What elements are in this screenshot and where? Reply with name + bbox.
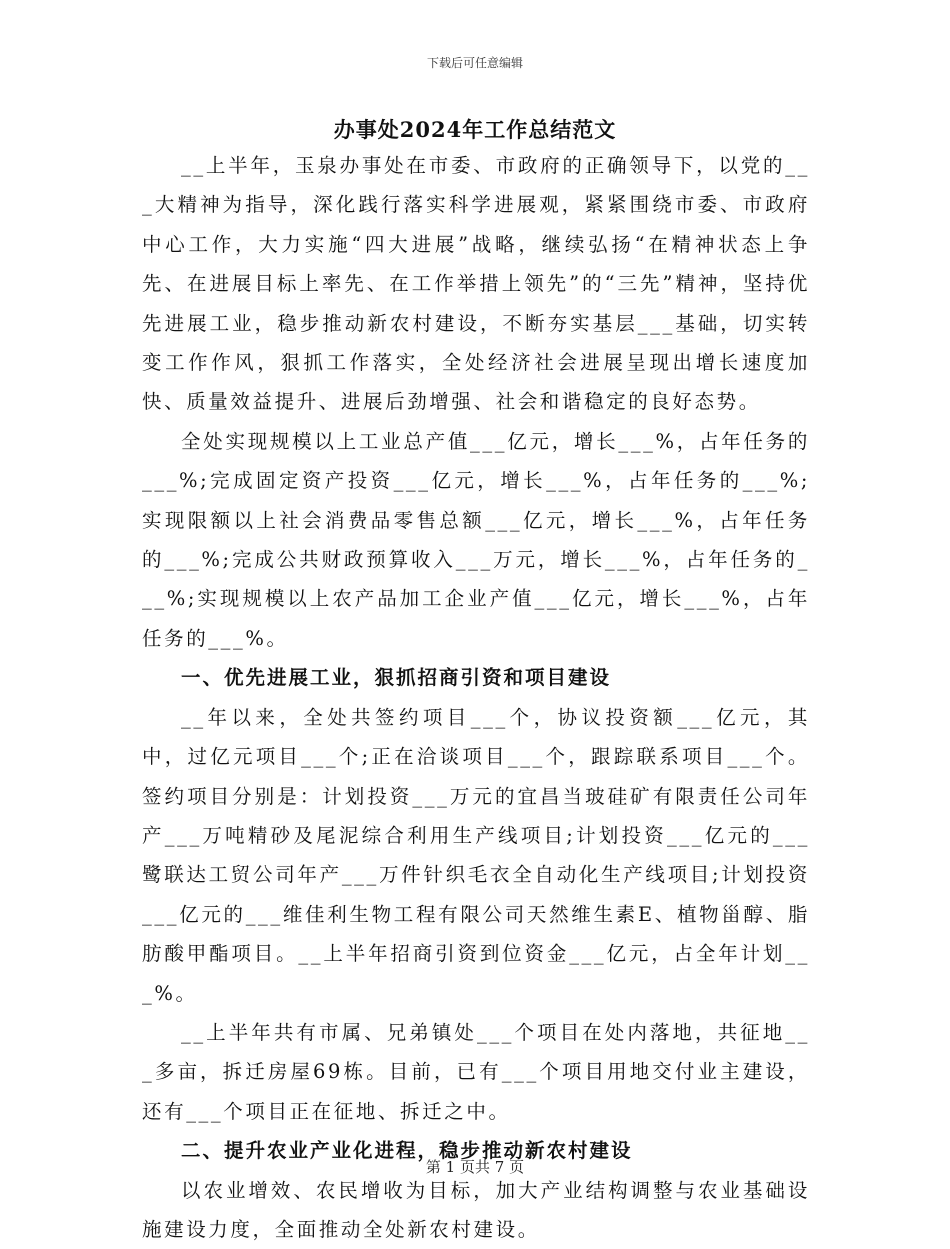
- header-note: 下载后可任意编辑: [426, 56, 523, 70]
- body-paragraph: __上半年共有市属、兄弟镇处___个项目在处内落地，共征地___多亩，拆迁房屋69栋。目前，已有___个项目用地交付业主建设，还有___个项目正在征地、拆迁之中。: [142, 1020, 810, 1123]
- section-heading: 二、提升农业产业化进程，稳步推动新农村建设: [181, 1139, 633, 1163]
- body-paragraph: __年以来，全处共签约项目___个，协议投资额___亿元，其中，过亿元项目___个;正在洽谈项目___个，跟踪联系项目___个。签约项目分别是：计划投资___万元的宜昌当玻硅矿有限责任公司年产___万吨精砂及尾泥综合利用生产线项目;计划投资___亿元的___鹭联达工贸公司年产___万件针织毛衣全自动化生产线项目;计划投资___亿元的___维佳利生物工程有限公司天然维生素E、植物甾醇、脂肪酸甲酯项目。__上半年招商引资到位资金___亿元，占全年计划___%。: [142, 705, 810, 1005]
- body-paragraph: 以农业增效、农民增收为目标，加大产业结构调整与农业基础设施建设力度，全面推动全处新农村建设。: [142, 1178, 810, 1241]
- document-title: 办事处2024年工作总结范文: [333, 117, 617, 142]
- body-paragraph: __上半年，玉泉办事处在市委、市政府的正确领导下，以党的___大精神为指导，深化践行落实科学进展观，紧紧围绕市委、市政府中心工作，大力实施“四大进展”战略，继续弘扬“在精神状态上争先、在进展目标上率先、在工作举措上领先”的“三先”精神，坚持优先进展工业，稳步推动新农村建设，不断夯实基层___基础，切实转变工作作风，狠抓工作落实，全处经济社会进展呈现出增长速度加快、质量效益提升、进展后劲增强、社会和谐稳定的良好态势。: [142, 154, 810, 414]
- document-body: [142, 146, 810, 1249]
- body-paragraph: 全处实现规模以上工业总产值___亿元，增长___%，占年任务的___%;完成固定资产投资___亿元，增长___%，占年任务的___%;实现限额以上社会消费品零售总额___亿元，增长___%，占年任务的___%;完成公共财政预算收入___万元，增长___%，占年任务的___%;实现规模以上农产品加工企业产值___亿元，增长___%，占年任务的___%。: [142, 429, 810, 650]
- page-footer: 第 1 页共 7 页: [425, 1158, 525, 1176]
- section-heading: 一、优先进展工业，狠抓招商引资和项目建设: [181, 666, 612, 690]
